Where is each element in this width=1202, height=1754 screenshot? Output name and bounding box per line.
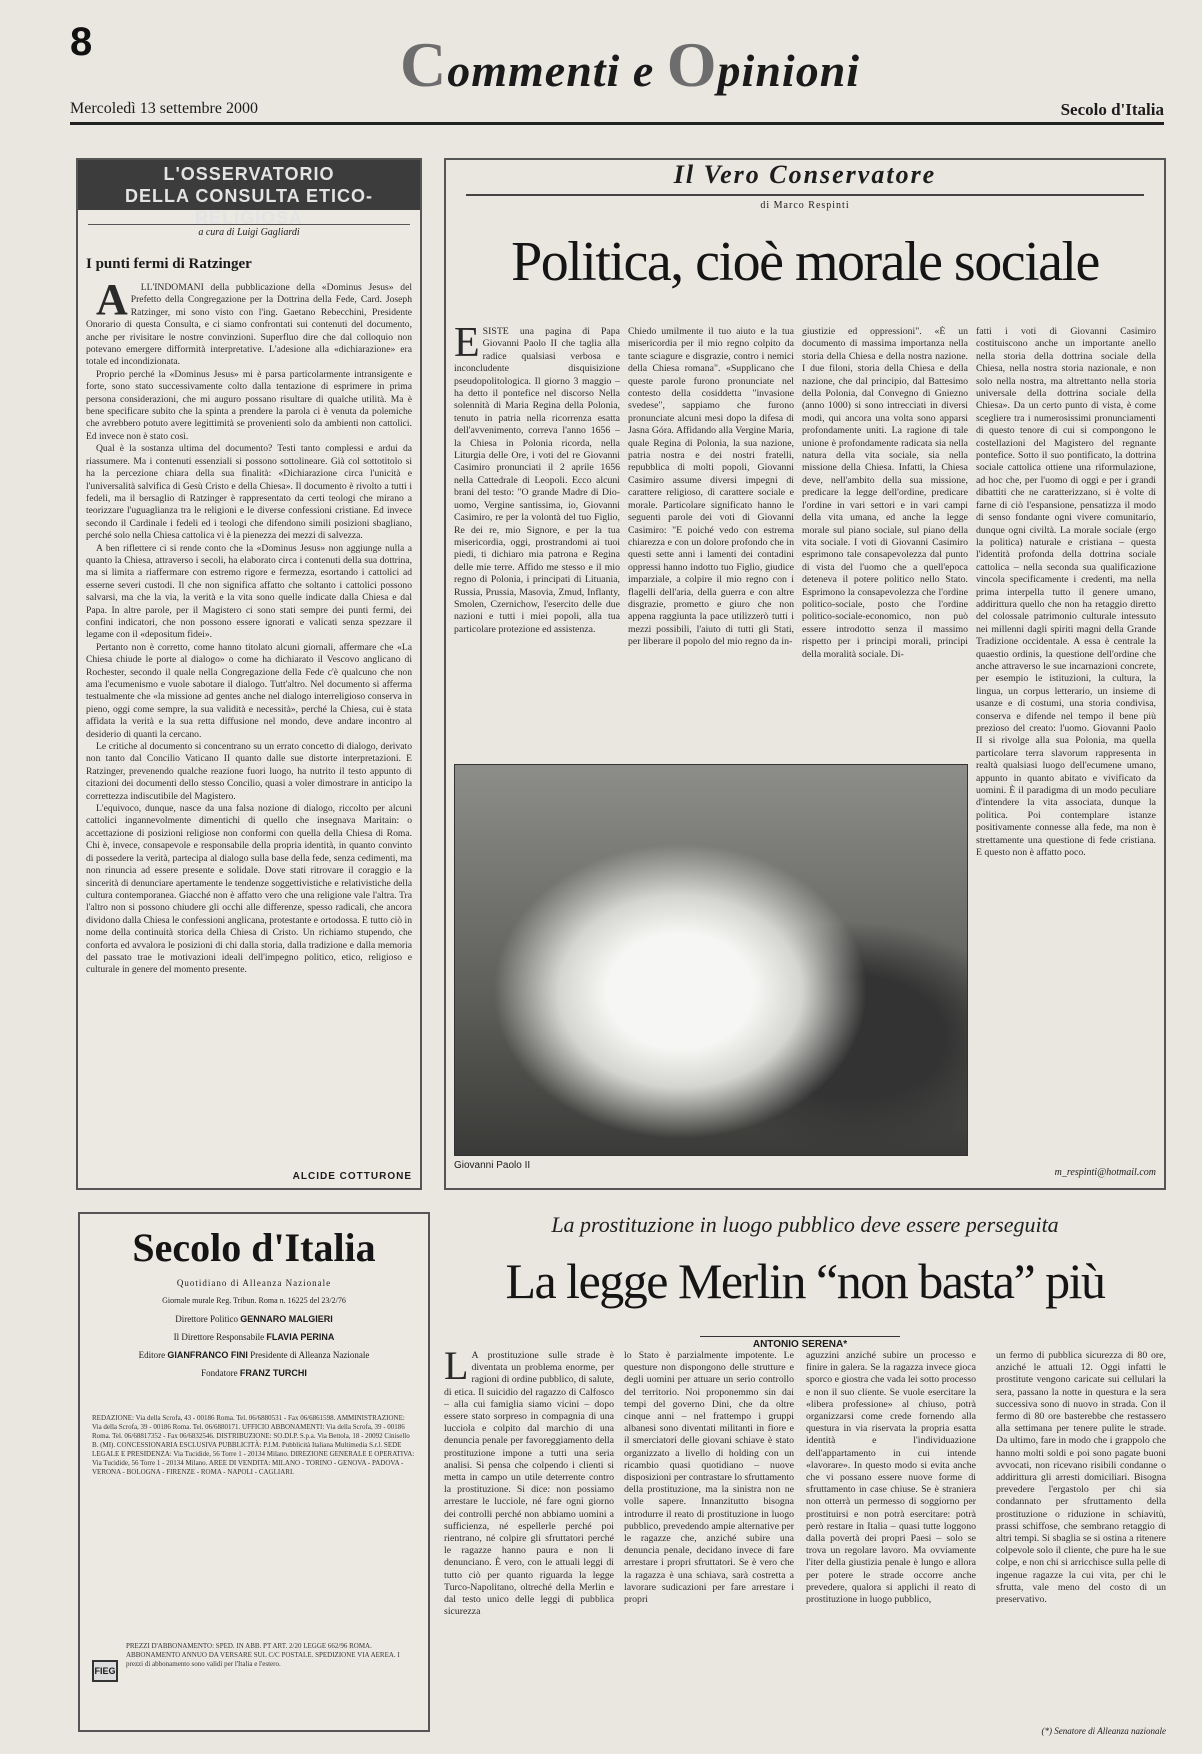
bottom-column-3: aguzzini anziché subire un processo e finire in galera. Se la ragazza invece gioca sporco e giostra che vada lei sotto processo e non il suo cliente. Se vuole esercitare la «libera professione» al chiuso, potrà organizzarsi come crede fornendo alla questura in via riservata la propria esatta identità e l'individuazione dell'appartamento in cui intende «lavorare». In questo modo si evita anche che vi possano essere nuove forme di sfruttamento in case chiuse. Se è straniera non otterrà un permesso di soggiorno per prostituirsi e non potrà esercitare: potrà però restare in Italia – quasi tutte loggono dalla povertà dei propri Paesi – solo se trova un regolare lavoro. Ma ovviamente l'iter della giustizia penale è lungo e allora per potere le strade occorre anche prevedere, qualora si applichi il reato di prostituzione in luogo pubblico, xyxy=(806,1350,976,1606)
section-title xyxy=(400,28,860,102)
paragraph: Le critiche al documento si concentrano su un errato concetto di dialogo, derivato non tanto dal Concilio Vaticano II quanto dalle sue distorte interpretazioni. E Ratzinger, prevenendo qualche reazione fuori luogo, ha nutrito il testo appunto di citazioni dei documenti dello stesso Concilio, quasi a voler dimostrare in anticipo la correttezza indiscutibile del Magistero. xyxy=(86,741,412,802)
paragraph: Pertanto non è corretto, come hanno titolato alcuni giornali, affermare che «La Chiesa chiude le porte al dialogo» o come ha dichiarato il Vescovo anglicano di Rochester, secondo il quale nella Congregazione della Fede c'è qualcuno che non ama l'ecumenismo e vuole sabotare il dialogo. Tutt'altro. Nel documento si afferma testualmente che «la missione ad gentes anche nel dialogo interreligioso conserva in pieno, oggi come sempre, la sua validità e necessità», perché la Chiesa, cui è stata affidata la verità e la sua retta diffusione nel mondo, deve andare incontro al desiderio di quanti la cercano. xyxy=(86,641,412,740)
dropcap: E xyxy=(454,326,480,366)
header-brand: Secolo d'Italia xyxy=(1060,100,1164,119)
masthead-subscription-print: PREZZI D'ABBONAMENTO: SPED. IN ABB. PT ART. 2/20 LEGGE 662/96 ROMA. ABBONAMENTO ANNUO DA VERSARE SUL C/C POSTALE. SPEDIZIONE VIA AEREA. I prezzi di abbonamento sono validi per l'Italia e l'estero. xyxy=(126,1642,400,1668)
bottom-subheadline: La prostituzione in luogo pubblico deve essere perseguita xyxy=(551,1212,1059,1237)
main-column-3: giustizie ed oppressioni". «È un documento di massima importanza nella storia della Chiesa e della nostra nazione. I due filoni, storia della Chiesa e della nazione, che dal principio, dal Battesimo della Polonia, dal Convegno di Gniezno (anno 1000) si sono intrecciati in diversi modi, qui ancora una volta sono apparsi profondamente uniti. La ragione di tale unione è profondamente radicata sia nella natura della vita sociale, sia nella missione della Chiesa. Infatti, la Chiesa deve, nell'ambito della sua missione, predicare la legge dell'ordine, predicare l'ordine in vari settori e in vari campi della vita umana, ed anche la legge morale sul piano sociale, sul piano della vita sociale. I voti di Giovanni Casimiro esprimono tale consapevolezza dal punto di vista del l'uomo che a quell'epoca deteneva il potere politico nello Stato. Esprimono la consapevolezza che l'ordine politico-sociale, posto che l'ordine politico-sociale-economico, non può essere introdotto senza il massimo rispetto per i principi morali, principi della moralità sociale. Di- xyxy=(802,326,968,660)
section-initial-c: C xyxy=(400,29,448,100)
section-rest-1: ommenti e xyxy=(447,45,667,96)
main-byline: di Marco Respinti xyxy=(760,200,850,211)
bottom-column-1: L A prostituzione sulle strade è diventata un problema enorme, per ragioni di ordine pubblico, di salute, di etica. Il suicidio del ragazzo di Calfosco – alla cui famiglia siamo vicini – dopo essere stato sorpreso in compagnia di una lucciola e colpito dal marchio di una denuncia penale per favoreggiamento della prostituzione impone a tutti una seria analisi. Si pensa che colpendo i clienti si metta in campo un utile deterrente contro la prostituzione. Si dice: non possiamo arrestare le lucciole, né fare ogni giorno dei controlli perché non abbiamo uomini a sufficienza, né espellerle perché poi rientrano, né colpire gli sfruttatori perché le ragazze hanno paura e non li denunciano. È vero, con le attuali leggi di tutto ciò per quanto riguarda la legge Turco-Napolitano, oltreché della Merlin e dal testo unico delle leggi di pubblica sicurezza xyxy=(444,1350,614,1618)
masthead-subtitle: Quotidiano di Alleanza Nazionale xyxy=(176,1278,332,1288)
pope-photo xyxy=(454,764,968,1156)
osservatorio-author: ALCIDE COTTURONE xyxy=(292,1171,412,1182)
banner-line-1: L'OSSERVATORIO xyxy=(163,164,335,184)
bottom-column-4: un fermo di pubblica sicurezza di 80 ore, anziché le attuali 12. Oggi infatti le prostitute vengono caricate sui cellulari la sera, passano la notte in questura e la sera successiva sono di nuovo in strada. Con il fermo di 80 ore basterebbe che restassero alla settimana per tenere pulite le strade. Da ultimo, fare in modo che i grappolo che hanno molti soldi e poi sono pagate buoni avvocati, non ricevano risibili condanne o addirittura gli arresti domiciliari. Bisogna prevedere l'ergastolo per chi sia condannato per sfruttamento della prostituzione o riduzione in schiavitù, prassi schiffose, che sembrano retaggio di altri tempi. Si sbaglia se si ostina a ritenere colpevole solo il cliente, che pure ha le sue colpe, e non chi si arricchisce sulla pelle di ingenue ragazze la cui vita, per chi le sfrutta, vale meno del costo di un preservativo. xyxy=(996,1350,1166,1606)
main-article-box xyxy=(444,158,1166,1190)
masthead-editor: Editore GIANFRANCO FINI Presidente di Alleanza Nazionale xyxy=(138,1350,370,1360)
bottom-author: ANTONIO SERENA* xyxy=(700,1336,900,1350)
paragraph: Qual è la sostanza ultima del documento? Testi tanto complessi e ardui da riassumere. Ma i contenuti essenziali si possono sottolineare. Già col sottotitolo si ha la percezione chiara della sua finalità: «Dichiarazione circa l'unicità e l'universalità salvifica di Gesù Cristo e della Chiesa». Il documento è rivolto a tutti i fedeli, ma il bersaglio di Ratzinger è rappresentato da certi teologi che mirano a teorizzare l'uguaglianza tra le religioni e le diverse confessioni cristiane. Ed invece secondo il Cardinale i fedeli ed i teologi che difendono simili posizioni sbagliano, perché solo nella Chiesa cattolica vi è la pienezza dei mezzi di salvezza. xyxy=(86,443,412,542)
masthead-director: Direttore Politico GENNARO MALGIERI xyxy=(175,1314,333,1324)
rubric-rule xyxy=(466,194,1144,196)
main-headline: Politica, cioè morale sociale xyxy=(511,231,1099,293)
main-column-4: fatti i voti di Giovanni Casimiro costituiscono anche un importante anello nella storia della dottrina sociale della Chiesa, nella nostra storia nazionale, e non solo nella nostra, ma altrettanto nella storia universale della dottrina sociale della Chiesa». Da un certo punto di vista, è come scegliere tra i numerosissimi pronunciamenti di questo tenore di cui si compongono le costellazioni del Magistero del regnante pontefice. Sotto il suo pontificato, la dottrina sociale cattolica ottiene una riformulazione, ad hoc che, per l'uomo di oggi e per i grandi dibattiti che ne caratterizzano, si è volte di farne di ciò l'espansione, pensatizza il modo di senso fondante ogni vivere comunitario, dunque ogni civiltà. La morale sociale (ergo la politica) naturale e cristiana – questa l'identità profonda della dottrina sociale cattolica – nella seconda sua qualificazione vincola specificamente i credenti, ma nella prima interpella tutto il genere umano, addirittura quello che non ha retaggio diretto del colossale patrimonio culturale intessuto nei millenni dagli spiriti magni della Grande Tradizione occidentale. A essa è centrale la quaestio ordinis, la questione dell'ordine che anche attraverso le sue incarnazioni concrete, per esempio le istituzioni, la cultura, la lingua, un corpus letterario, un insieme di usanze e di costumi, una storia condivisa, conserva e difende nel tempo il bene più prezioso del creato: l'uomo. Giovanni Paolo II si rivolge alla sua Polonia, ma quella particolare terra slavorum rappresenta in realtà qualsiasi luogo dell'ecumene umano, appunto in quanto abitato e vivificato da uomini. È il paradigma di un modo peculiare d'intendere la vita associata, dunque la politica. Poi contemplare istanze positivamente connesse alla fede, ma non è strettamente una questione di fede cristiana. E questo non è affatto poco. xyxy=(976,326,1156,859)
masthead-manager: Il Direttore Responsabile FLAVIA PERINA xyxy=(173,1332,335,1342)
header-rule xyxy=(70,122,1164,125)
osservatorio-box xyxy=(76,158,422,1190)
masthead-box xyxy=(78,1212,430,1732)
dropcap: A xyxy=(96,282,128,324)
osservatorio-banner xyxy=(78,160,420,228)
osservatorio-headline: I punti fermi di Ratzinger xyxy=(86,256,252,272)
masthead-registration: Giornale murale Reg. Tribun. Roma n. 16225 del 23/2/76 xyxy=(162,1296,346,1305)
dropcap: L xyxy=(444,1350,469,1388)
rubric-title: Il Vero Conservatore xyxy=(673,160,937,189)
page-number: 8 xyxy=(70,20,93,64)
paragraph: L'equivoco, dunque, nasce da una falsa nozione di dialogo, riccolto per alcuni cattolici ingannevolmente dimentichi di quello che insegnava Maritain: o accettazione di posizioni religiose non conformi con quella della Chiesa di Roma. Chi è, invece, consapevole e responsabile della propria identità, in quanto convinto di possedere la verità, partecipa al dialogo sulla base della fede, senza cedimenti, ma non rinuncia ad essere presente e solidale. Dove stati ritrovare il coraggio e la sincerità di denunciare apertamente le tendenze soggettivistiche e relativistiche della cultura contemporanea. Giacché non è affatto vero che una religione vale l'altra. Tra l'altro non si possono chiudere gli occhi alle differenze, spesso radicali, che ancora dividono dalla Chiesa le confessioni anglicana, protestante e ortodossa. E tutto ciò in nome della continuità storica della Chiesa di Cristo. Un richiamo stupendo, che conforta ed avvalora le posizioni di chi dalla storia, dalla tradizione e dalla memoria del passato trae le motivazioni ideali dell'impegno politico, etico, religioso e culturale in genere del momento presente. xyxy=(86,803,412,976)
osservatorio-curator: a cura di Luigi Gagliardi xyxy=(88,224,410,238)
masthead-fine-print: REDAZIONE: Via della Scrofa, 43 - 00186 Roma. Tel. 06/6880531 - Fax 06/6861598. AMMINISTRAZIONE: Via della Scrofa, 39 - 00186 Roma. Tel. 06/6880171. UFFICIO ABBONAMENTI: Via della Scrofa, 39 - 00186 Roma. Tel. 06/68817352 - Fax 06/6832546. DISTRIBUZIONE: SO.DI.P. S.p.a. Via Bettola, 18 - 20092 Cinisello B. (MI). CONCESSIONARIA ESCLUSIVA PUBBLICITÀ: P.I.M. Pubblicità Italiana Multimedia S.r.l. SEDE LEGALE E PRESIDENZA: Via Tucidide, 56 Torre 1 - 20134 Milano. DIREZIONE GENERALE E OPERATIVA: Via Tucidide, 56 Torre 1 - 20134 Milano. AREE DI VENDITA: MILANO - TORINO - GENOVA - PADOVA - VERONA - BOLOGNA - FIRENZE - ROMA - NAPOLI - CAGLIARI. xyxy=(92,1414,415,1476)
fieg-logo: FIEG xyxy=(92,1660,118,1682)
photo-caption: Giovanni Paolo II xyxy=(454,1160,531,1171)
masthead-founder: Fondatore FRANZ TURCHI xyxy=(201,1368,307,1378)
masthead-title: Secolo d'Italia xyxy=(132,1225,376,1270)
bottom-column-2: lo Stato è parzialmente impotente. Le questure non dispongono delle strutture e degli uomini per attuare un serio controllo del territorio. Noi proponemmo sin dai tempi del governo Dini, che da oltre cinque anni – nel frattempo i gruppi albanesi sono diventati militanti in fiore e il smerciatori delle giovani schiave è stato organizzato a livello di holding con un ricambio quasi quotidiano – nuove disposizioni per contrastare lo sfruttamento della prostituzione, ma la sinistra non ne volle sapere. Innanzitutto bisogna introdurre il reato di prostituzione in luogo pubblico, prevedendo ampie alternative per le ragazze che, anziché subire una denuncia penale, decidano invece di fare arrestare i propri sfruttatori. Se è vero che la ragazza è una schiava, sarà costretta a lavorare sudicazioni per fare arrestare i propri xyxy=(624,1350,794,1606)
main-column-1: ESISTE una pagina di Papa Giovanni Paolo II che taglia alla radice qualsiasi verbosa e inconcludente disquisizione pseudopolitologica. Il giorno 3 maggio – ha detto il pontefice nel discorso Nella solennità di Maria Regina della Polonia, tenuto in patria nella ricorrenza esatta dell'avvenimento, correva l'anno 1656 – la Chiesa in Polonia ricorda, nella Liturgia delle Ore, i voti del re Giovanni Casimiro pronunciati il 2 aprile 1656 nella Cattedrale di Leopoli. Ecco alcuni brani del testo: "O grande Madre di Dio-uomo, Vergine santissima, io, Giovanni Casimiro, re per la volontà del tuo Figlio, Re dei re, mio Signore, e per la tua misericordia, oggi, prostrandomi ai tuoi piedi, ti dichiaro mia patrona e Regina delle mie terre. Affido me stesso e il mio regno di Polonia, i principati di Lituania, Russia, Prussia, Masovia, Zmud, Inflanty, Smolen, Czernichow, l'esercito delle due nazioni e tutti i miei popoli, alla tua particolare protezione ed assistenza. xyxy=(454,326,620,635)
author-email: m_respinti@hotmail.com xyxy=(1054,1167,1156,1178)
bottom-headline: La legge Merlin “non basta” più xyxy=(505,1253,1105,1309)
section-initial-o: O xyxy=(666,29,718,100)
bottom-footnote: (*) Senatore di Alleanza nazionale xyxy=(1041,1726,1166,1736)
banner-line-2: DELLA CONSULTA ETICO-RELIGIOSA xyxy=(125,186,373,228)
paragraph: Proprio perché la «Dominus Jesus» mi è parsa particolarmente intransigente e forte, sono stato successivamente colto dalla tentazione di esprimere in prima persona considerazioni, che mi auguro possano risultare di qualche utilità. Ma è bene specificare subito che la spinta a prendere la parola ci è venuta da polemiche che avrebbero potuto avere legittimità se provenienti solo da ambienti non cattolici. Ed invece non è stato così. xyxy=(86,368,412,442)
paragraph: A ben riflettere ci si rende conto che la «Dominus Jesus» non aggiunge nulla a quanto la Chiesa, attraverso i secoli, ha elaborato circa i contenuti della sua dottrina, ma si limita a riaffermare con estremo rigore e fermezza, esortando i cattolici ad esserne severi custodi. Il che non significa affatto che soltanto i cattolici possono salvarsi, ma che la via, la verità e la vita sono quelle indicate dalla Chiesa e dal Papa. In altre parole, per il Magistero ci sono stati sempre dei punti fermi, dei confini indicatori, che non possono essere ignorati e valicati senza spezzare il legame con il «depositum fidei». xyxy=(86,542,412,641)
paragraph: A LL'INDOMANI della pubblicazione della «Dominus Jesus» del Prefetto della Congregazione per la Dottrina della Fede, Card. Joseph Ratzinger, mi sono visto con l'ing. Gaetano Rebecchini, Presidente Onorario di questa Consulta, e ci siamo confrontati sui contenuti del documento, anche per rivisitare le nostre convinzioni. Superfluo dire che dal colloquio non potevano emergere difformità interpretative. L'adesione alla «dichiarazione» era totale ed incondizionata. xyxy=(86,282,412,368)
main-column-2: Chiedo umilmente il tuo aiuto e la tua misericordia per il mio regno colpito da tante sciagure e disgrazie, contro i nemici della Chiesa romana". «Supplicano che queste parole furono pronunciate nel contesto della cosiddetta "invasione svedese", sappiamo che furono pronunciate alcuni mesi dopo la difesa di Jasna Góra. Affidando alla Vergine Maria, quale Regina di Polonia, la sua nazione, patria nostra e dei nostri fratelli, repubblica di molti popoli, Giovanni Casimiro assume diversi impegni di carattere religioso, di carattere sociale e morale. Particolare significato hanno le seguenti parole dei voti di Giovanni Casimiro: "E poiché vedo con estrema chiarezza e con un dolore profondo che in questi sette anni i lamenti dei contadini oppressi hanno indotto tuo Figlio, giudice imparziale, a colpire il mio regno con i flagelli dell'aria, della guerra e con altre disgrazie, prometto e giuro che non appena raggiunta la pace utilizzerò tutti i mezzi possibili, l'aiuto di tutti gli Stati, per liberare il popolo del mio regno da in- xyxy=(628,326,794,648)
osservatorio-body xyxy=(86,282,412,1162)
section-rest-2: pinioni xyxy=(717,45,861,96)
issue-date: Mercoledì 13 settembre 2000 xyxy=(70,100,258,117)
